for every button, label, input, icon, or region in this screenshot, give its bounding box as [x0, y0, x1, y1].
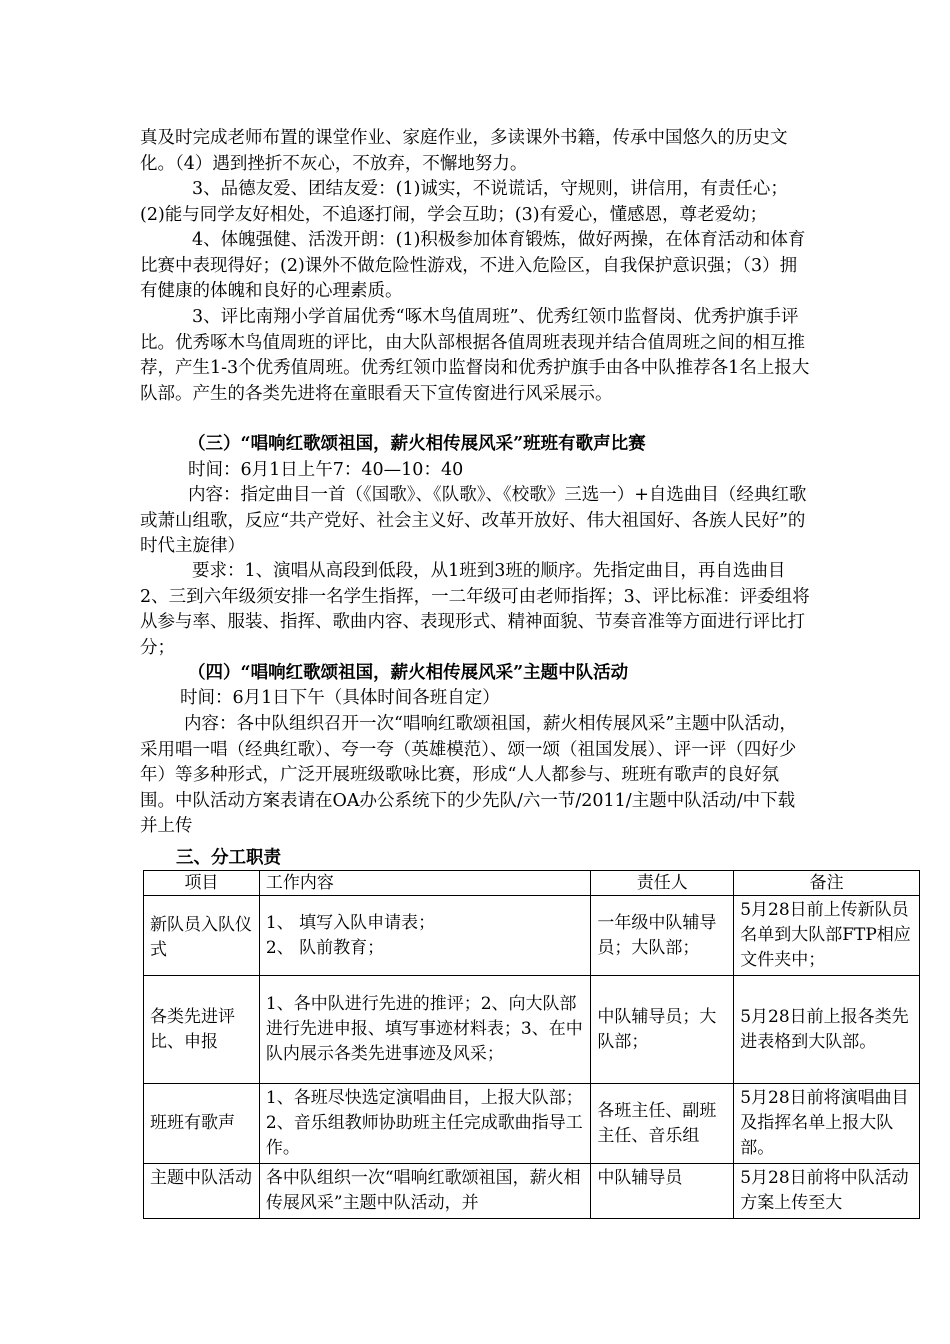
content-line: 各中队组织一次“唱响红歌颂祖国，薪火相传展风采”主题中队活动，并 — [265, 1168, 581, 1213]
paragraph-contest-requirements: 要求：1、演唱从高段到低段，从1班到3班的顺序。先指定曲目，再自选曲目2、三到六年级须安排一名学生指挥，一二年级可由老师指挥；3、评比标准：评委组将从参与率、服装、指挥、歌曲内容、表现形式、精神面貌、节奏音准等方面进行评比打分； — [140, 561, 810, 658]
heading-theme-activity: （四）“唱响红歌颂祖国，薪火相传展风采”主题中队活动 — [188, 663, 629, 683]
table-row — [144, 976, 920, 1084]
cell-note: 5月28日前将中队活动方案上传至大 — [734, 1164, 920, 1219]
content-line: 1、各中队进行先进的推评；2、向大队部进行先进申报、填写事迹材料表；3、在中队内展示各类先进事迹及风采； — [265, 994, 583, 1064]
paragraph-contest-content: 内容：指定曲目一首（《国歌》、《队歌》、《校歌》三选一）+自选曲目（经典红歌或萧山组歌，反应“共产党好、社会主义好、改革开放好、伟大祖国好、各族人民好”的时代主旋律） — [140, 485, 807, 556]
table-row — [144, 1164, 920, 1219]
paragraph-study: 真及时完成老师布置的课堂作业、家庭作业，多读课外书籍，传承中国悠久的历史文化。（4）遇到挫折不灰心，不放弃，不懈地努力。 — [140, 128, 788, 174]
heading-division-of-duties: 三、分工职责 — [176, 848, 281, 868]
paragraph-activity-time: 时间：6月1日下午（具体时间各班自定） — [180, 688, 500, 708]
paragraph-physique: 4、体魄强健、活泼开朗：(1)积极参加体育锻炼，做好两操，在体育活动和体育比赛中表现得好；(2)课外不做危险性游戏，不进入危险区，自我保护意识强；（3）拥有健康的体魄和良好的心理素质。 — [140, 230, 806, 301]
cell-owner: 各班主任、副班主任、音乐组 — [591, 1084, 734, 1164]
cell-content — [259, 896, 591, 976]
cell-owner: 一年级中队辅导员；大队部； — [591, 896, 734, 976]
cell-owner: 中队辅导员 — [591, 1164, 734, 1219]
paragraph-morality: 3、品德友爱、团结友爱：(1)诚实，不说谎话，守规则，讲信用，有责任心；(2)能与同学友好相处，不追逐打闹，学会互助；(3)有爱心，懂感恩，尊老爱幼； — [140, 179, 788, 225]
cell-item: 主题中队活动 — [144, 1164, 260, 1219]
paragraph-activity-content: 内容：各中队组织召开一次“唱响红歌颂祖国，薪火相传展风采”主题中队活动，采用唱一唱（经典红歌）、夸一夸（英雄模范）、颂一颂（祖国发展）、评一评（四好少年）等多种形式，广泛开展班级歌咏比赛，形成“人人都参与、班班有歌声的良好氛围。中队活动方案表请在OA办公系统下的少先队/六一节/2011/主题中队活动/中下载并上传 — [140, 714, 797, 836]
content-line: 1、 填写入队申请表； — [265, 912, 436, 933]
header-item: 项目 — [144, 871, 260, 896]
table-header-row — [144, 871, 920, 896]
duty-table — [143, 870, 920, 1219]
paragraph-selection: 3、评比南翔小学首届优秀“啄木鸟值周班”、优秀红领巾监督岗、优秀护旗手评比。优秀啄木鸟值周班的评比，由大队部根据各值周班表现并结合值周班之间的相互推荐，产生1-3个优秀值周班。优秀红领巾监督岗和优秀护旗手由各中队推荐各1名上报大队部。产生的各类先进将在童眼看天下宣传窗进行风采展示。 — [140, 307, 810, 404]
cell-content — [259, 976, 591, 1084]
table-row — [144, 896, 920, 976]
cell-note: 5月28日前上传新队员名单到大队部FTP相应文件夹中； — [734, 896, 920, 976]
paragraph-contest-time: 时间：6月1日上午7：40—10：40 — [188, 460, 464, 480]
table-row — [144, 1084, 920, 1164]
header-note: 备注 — [734, 871, 920, 896]
content-line: 1、各班尽快选定演唱曲目，上报大队部；2、音乐组教师协助班主任完成歌曲指导工作。 — [265, 1088, 583, 1158]
cell-owner: 中队辅导员；大队部； — [591, 976, 734, 1084]
cell-content — [259, 1164, 591, 1219]
cell-item: 各类先进评比、申报 — [144, 976, 260, 1084]
header-content: 工作内容 — [259, 871, 591, 896]
cell-content — [259, 1084, 591, 1164]
cell-item: 新队员入队仪式 — [144, 896, 260, 976]
cell-item: 班班有歌声 — [144, 1084, 260, 1164]
cell-note: 5月28日前上报各类先进表格到大队部。 — [734, 976, 920, 1084]
header-owner: 责任人 — [591, 871, 734, 896]
cell-note: 5月28日前将演唱曲目及指挥名单上报大队部。 — [734, 1084, 920, 1164]
content-line: 2、 队前教育； — [265, 937, 385, 958]
heading-singing-contest: （三）“唱响红歌颂祖国，薪火相传展风采”班班有歌声比赛 — [188, 434, 646, 454]
